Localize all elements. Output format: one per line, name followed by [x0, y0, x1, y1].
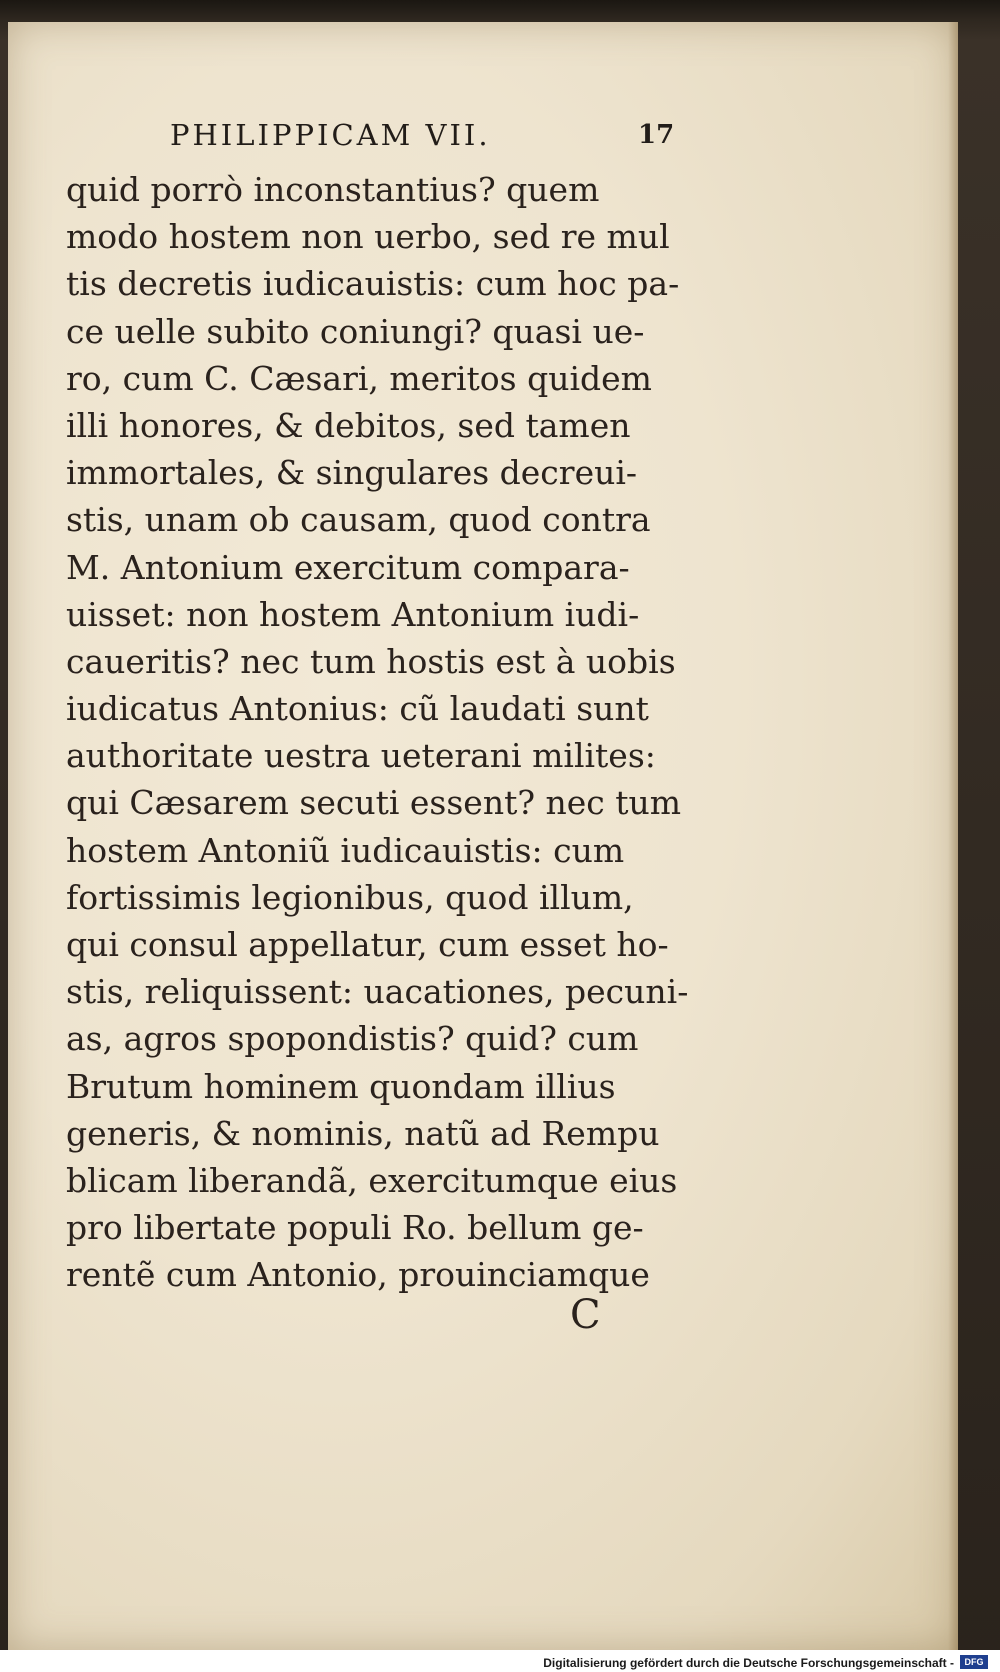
text-line: modo hostem non uerbo, sed re mul: [66, 217, 670, 257]
text-line: iudicatus Antonius: cũ laudati sunt: [66, 689, 649, 729]
text-line: caueritis? nec tum hostis est à uobis: [66, 641, 676, 681]
text-line: immortales, & singulares decreui-: [66, 453, 638, 493]
text-line: ce uelle subito coniungi? quasi ue-: [66, 311, 645, 351]
page-header: [170, 118, 690, 158]
text-line: authoritate uestra ueterani milites:: [66, 736, 656, 776]
text-line: qui consul appellatur, cum esset ho-: [66, 925, 669, 964]
text-line: stis, unam ob causam, quod contra: [66, 500, 651, 540]
page-number: 17: [638, 120, 675, 150]
text-line: tis decretis iudicauistis: cum hoc pa-: [66, 264, 680, 304]
text-line: qui Cæsarem secuti essent? nec tum: [66, 783, 682, 823]
running-head: PHILIPPICAM VII.: [170, 118, 491, 152]
text-line: generis, & nominis, natũ ad Rempu: [66, 1113, 660, 1153]
text-line: uisset: non hostem Antonium iudi-: [66, 594, 640, 634]
text-line: fortissimis legionibus, quod illum,: [66, 877, 634, 917]
dfg-logo-icon: DFG: [960, 1655, 988, 1669]
text-line: ro, cum C. Cæsari, meritos quidem: [66, 358, 652, 398]
text-line: as, agros spopondistis? quid? cum: [66, 1019, 639, 1059]
funding-notice: Digitalisierung gefördert durch die Deutsche Forschungsgemeinschaft -: [543, 1656, 954, 1670]
text-line: rentẽ cum Antonio, prouinciamque: [66, 1255, 650, 1295]
text-line: pro libertate populi Ro. bellum ge-: [66, 1208, 644, 1248]
text-line: hostem Antoniũ iudicauistis: cum: [66, 830, 625, 870]
text-line: blicam liberandã, exercitumque eius: [66, 1160, 678, 1200]
text-block: [66, 166, 706, 1299]
text-line: stis, reliquissent: uacationes, pecuni-: [66, 972, 689, 1012]
text-line: illi honores, & debitos, sed tamen: [66, 405, 631, 445]
text-line: quid porrò inconstantius? quem: [66, 170, 600, 209]
footer-bar: [0, 1650, 1000, 1672]
catchword: C: [570, 1292, 601, 1338]
text-line: M. Antonium exercitum compara-: [66, 547, 630, 587]
page-edge: [948, 22, 958, 1650]
text-line: Brutum hominem quondam illius: [66, 1066, 616, 1106]
